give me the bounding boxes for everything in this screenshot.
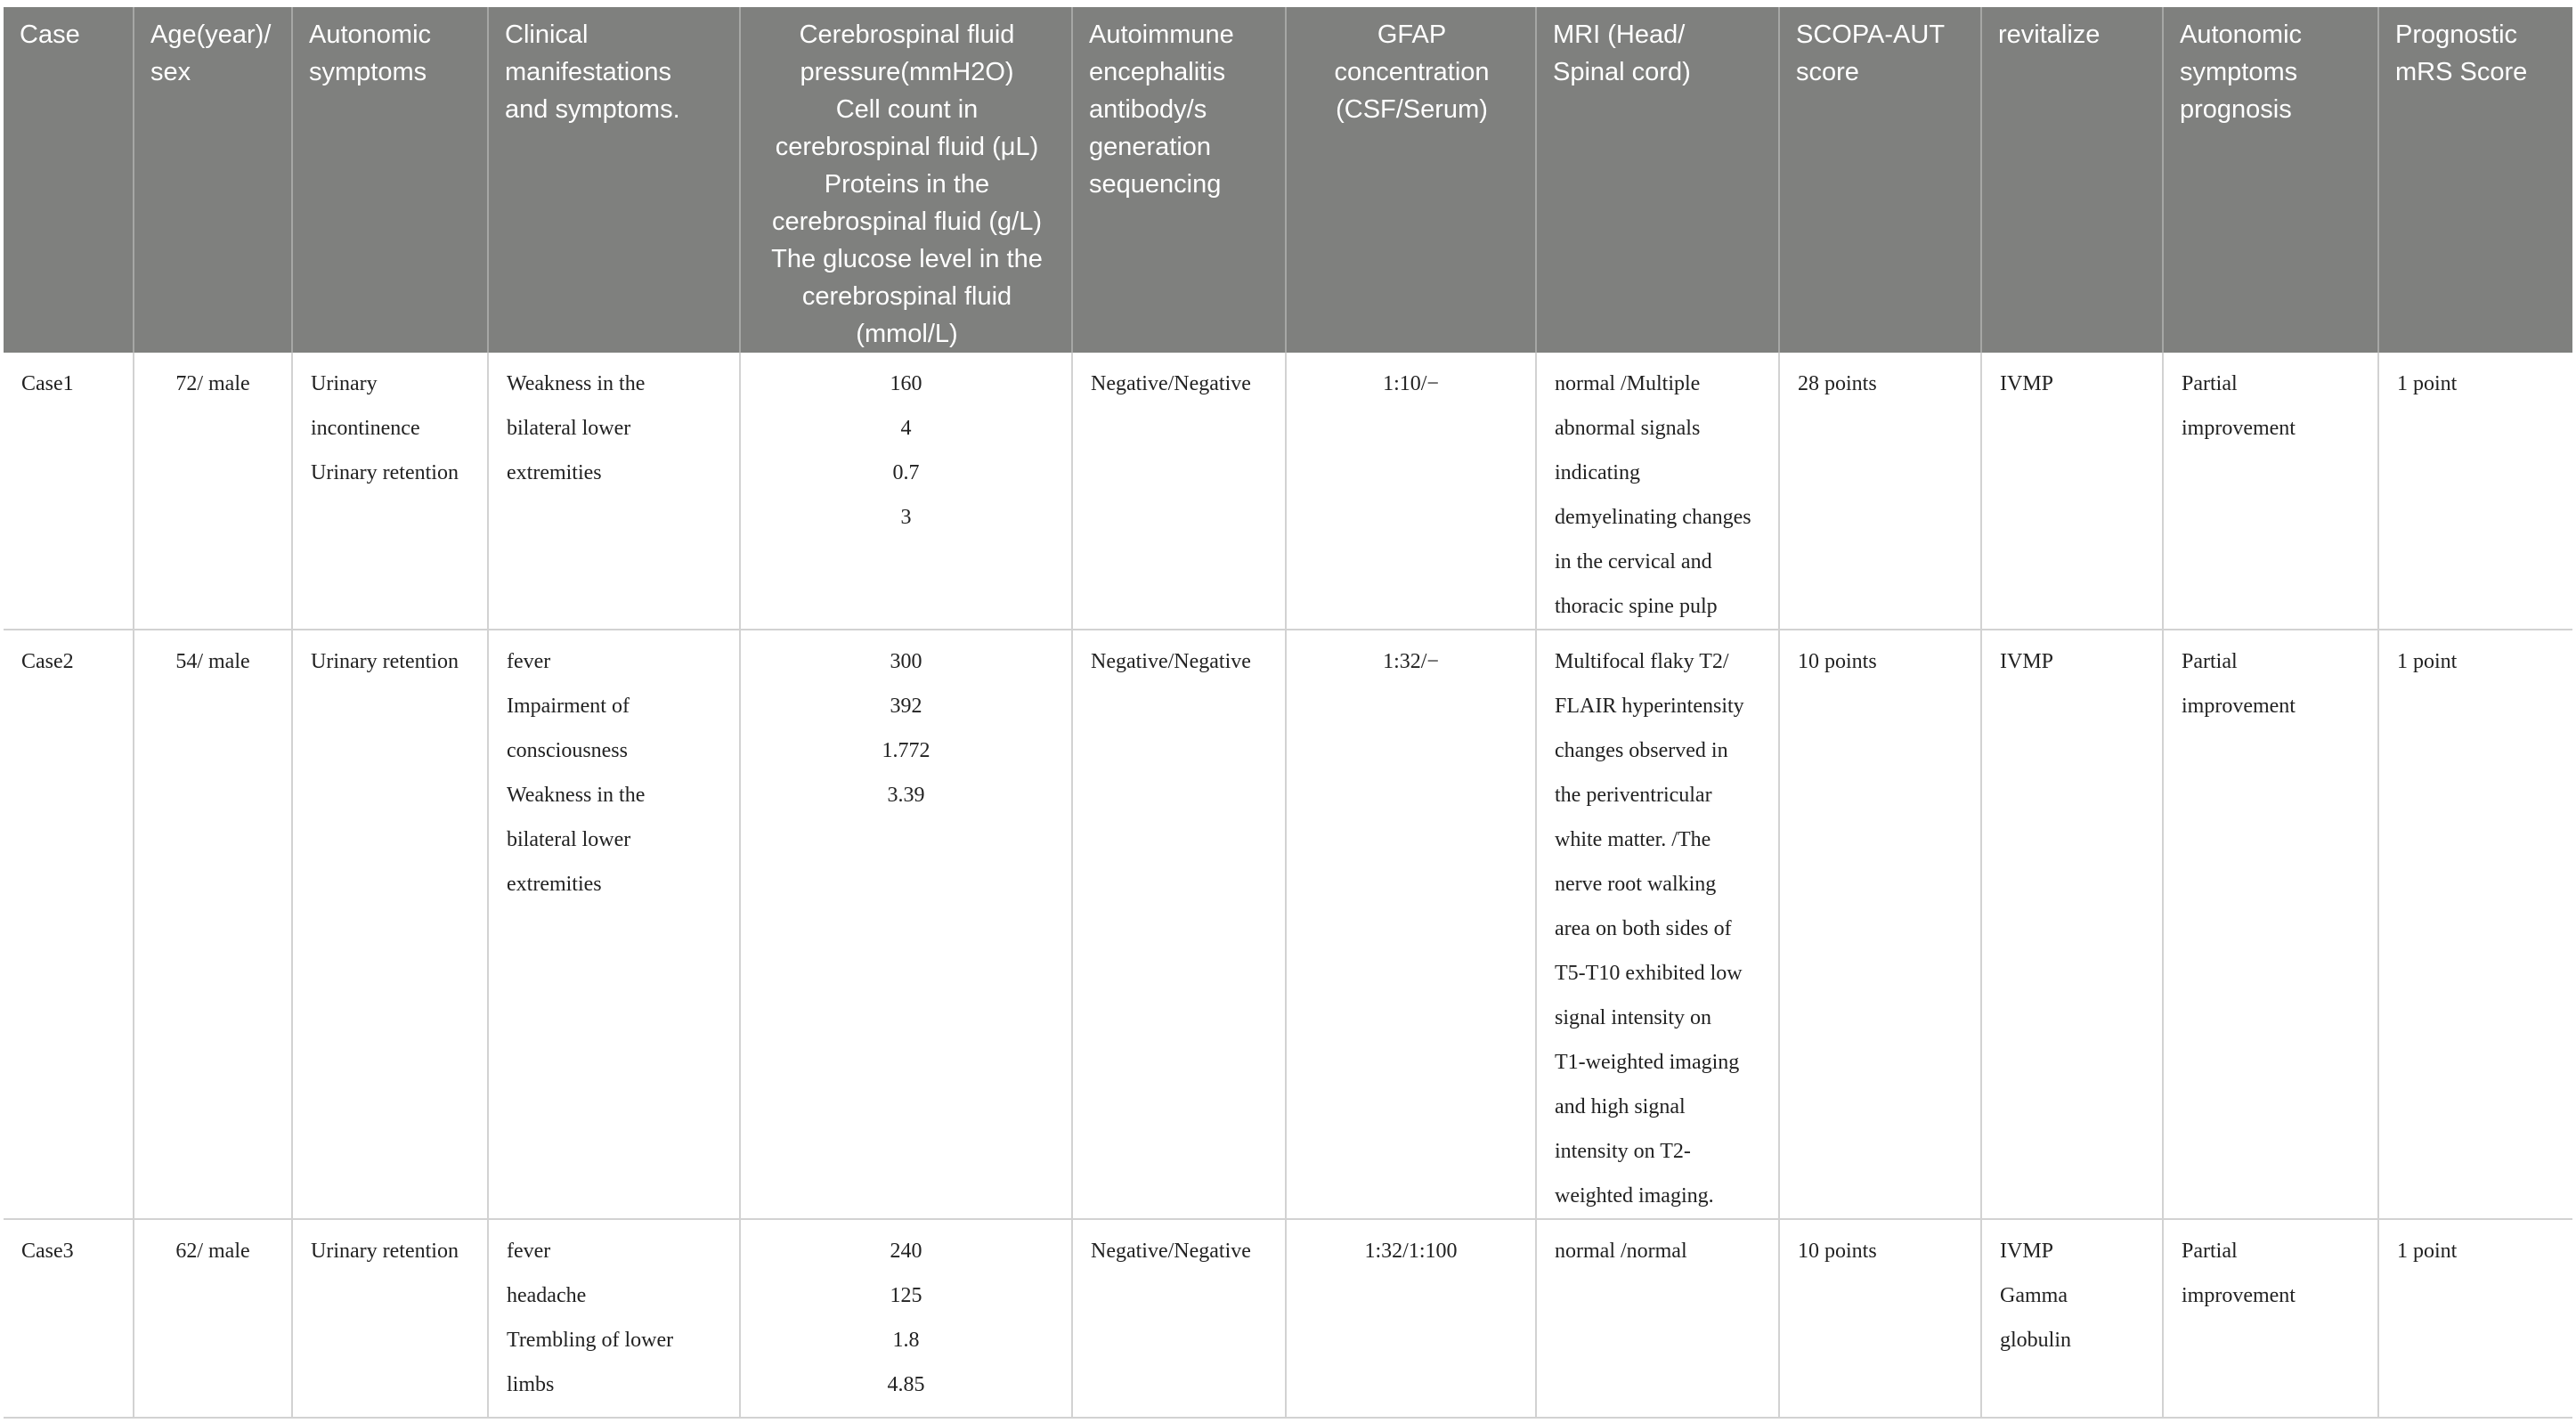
- cell-line: 1.772: [882, 739, 930, 762]
- cell-line: bilateral lower: [507, 828, 631, 851]
- cell-antibody: [1072, 1219, 1286, 1418]
- header-line: cerebrospinal fluid (μL): [775, 133, 1039, 161]
- header-line: Prognostic: [2395, 20, 2518, 49]
- header-line: concentration: [1334, 58, 1490, 86]
- header-line: sex: [150, 58, 191, 86]
- cell-line: Trembling of lower: [507, 1329, 674, 1352]
- header-line: manifestations: [505, 58, 671, 86]
- cell-text: 10 points: [1798, 1240, 1877, 1263]
- cell-text: Case3: [21, 1240, 74, 1263]
- cell-gfap: [1286, 353, 1536, 630]
- header-line: symptoms: [309, 58, 427, 86]
- header-line: MRI (Head/: [1553, 20, 1686, 49]
- header-mrs-score: [2378, 7, 2572, 353]
- header-line: symptoms: [2180, 58, 2298, 86]
- cell-line: Partial: [2182, 372, 2238, 395]
- header-line: (CSF/Serum): [1336, 95, 1488, 124]
- table-row: [4, 630, 2572, 1219]
- cell-line: Impairment of: [507, 695, 630, 718]
- cell-line: white matter. /The: [1555, 828, 1711, 851]
- cell-mri: [1536, 630, 1779, 1219]
- header-line: Cerebrospinal fluid: [799, 20, 1015, 49]
- cell-text: Negative/Negative: [1091, 650, 1251, 673]
- header-line: cerebrospinal fluid: [801, 282, 1012, 311]
- cell-line: 0.7: [892, 461, 920, 484]
- header-line: generation: [1089, 133, 1212, 161]
- header-line: Autoimmune: [1089, 20, 1234, 49]
- cell-line: 4.85: [887, 1373, 925, 1396]
- cell-mrs: [2378, 1219, 2572, 1418]
- cell-revitalize: [1981, 353, 2163, 630]
- header-line: sequencing: [1089, 170, 1222, 199]
- cell-text: 1:10/−: [1383, 372, 1439, 395]
- cell-gfap: [1286, 630, 1536, 1219]
- cell-text: Case2: [21, 650, 74, 673]
- cell-autonomic: [292, 1219, 488, 1418]
- cell-line: area on both sides of: [1555, 917, 1732, 940]
- header-clinical-manifestations: [488, 7, 740, 353]
- table-body: [4, 353, 2572, 1418]
- header-line: Proteins in the: [824, 170, 990, 199]
- cell-csf: [740, 1219, 1072, 1418]
- cell-text: 10 points: [1798, 650, 1877, 673]
- cell-text: Negative/Negative: [1091, 372, 1251, 395]
- cell-line: changes observed in: [1555, 739, 1728, 762]
- cell-text: Case1: [21, 372, 74, 395]
- cell-line: Partial: [2182, 650, 2238, 673]
- cell-line: the periventricular: [1555, 784, 1712, 807]
- cell-autonomic: [292, 353, 488, 630]
- cell-line: Weakness in the: [507, 372, 646, 395]
- header-line: (mmol/L): [856, 320, 958, 348]
- header-line: GFAP: [1377, 20, 1447, 49]
- header-line: pressure(mmH2O): [800, 58, 1014, 86]
- cell-line: signal intensity on: [1555, 1006, 1711, 1029]
- header-line: prognosis: [2180, 95, 2292, 124]
- header-line: The glucose level in the: [771, 245, 1043, 273]
- cell-line: 240: [890, 1240, 922, 1263]
- cell-line: bilateral lower: [507, 417, 631, 440]
- cell-scopa: [1779, 353, 1981, 630]
- cell-line: 160: [890, 372, 922, 395]
- cell-line: 1.8: [892, 1329, 920, 1352]
- cell-line: indicating: [1555, 461, 1640, 484]
- cell-line: Urinary retention: [311, 461, 459, 484]
- header-csf: [740, 7, 1072, 353]
- header-autonomic-symptoms: [292, 7, 488, 353]
- cell-line: T1-weighted imaging: [1555, 1051, 1740, 1074]
- cell-line: IVMP: [2000, 650, 2054, 673]
- cell-line: FLAIR hyperintensity: [1555, 695, 1744, 718]
- cell-csf: [740, 353, 1072, 630]
- header-line: cerebrospinal fluid (g/L): [771, 207, 1043, 236]
- header-line: mRS Score: [2395, 58, 2528, 86]
- header-line: antibody/s: [1089, 95, 1207, 124]
- cell-mrs: [2378, 353, 2572, 630]
- cell-text: 28 points: [1798, 372, 1877, 395]
- header-line: revitalize: [1998, 20, 2101, 49]
- cell-mri: [1536, 353, 1779, 630]
- cell-gfap: [1286, 1219, 1536, 1418]
- cell-line: IVMP: [2000, 1240, 2054, 1263]
- case-table: [4, 7, 2572, 1419]
- cell-prognosis: [2163, 353, 2378, 630]
- cell-age-sex: [134, 630, 292, 1219]
- header-prognosis: [2163, 7, 2378, 353]
- cell-case: [4, 630, 134, 1219]
- cell-line: fever: [507, 1240, 551, 1263]
- header-gfap: [1286, 7, 1536, 353]
- cell-antibody: [1072, 353, 1286, 630]
- cell-line: Partial: [2182, 1240, 2238, 1263]
- cell-line: intensity on T2-: [1555, 1140, 1691, 1163]
- cell-prognosis: [2163, 1219, 2378, 1418]
- cell-line: globulin: [2000, 1329, 2072, 1352]
- header-scopa-aut: [1779, 7, 1981, 353]
- cell-autonomic: [292, 630, 488, 1219]
- cell-text: 72/ male: [175, 372, 250, 395]
- cell-line: improvement: [2182, 1284, 2296, 1307]
- cell-antibody: [1072, 630, 1286, 1219]
- cell-line: 392: [890, 695, 922, 718]
- cell-mri: [1536, 1219, 1779, 1418]
- cell-case: [4, 353, 134, 630]
- cell-line: improvement: [2182, 417, 2296, 440]
- cell-line: improvement: [2182, 695, 2296, 718]
- cell-clinical: [488, 630, 740, 1219]
- cell-line: consciousness: [507, 739, 628, 762]
- header-line: score: [1796, 58, 1859, 86]
- cell-mrs: [2378, 630, 2572, 1219]
- cell-age-sex: [134, 1219, 292, 1418]
- header-line: Autonomic: [309, 20, 432, 49]
- header-line: encephalitis: [1089, 58, 1226, 86]
- header-line: and symptoms.: [505, 95, 680, 124]
- cell-line: normal /Multiple: [1555, 372, 1701, 395]
- header-line: Cell count in: [835, 95, 979, 124]
- cell-line: IVMP: [2000, 372, 2054, 395]
- cell-line: 125: [890, 1284, 922, 1307]
- header-line: SCOPA-AUT: [1796, 20, 1946, 49]
- cell-line: nerve root walking: [1555, 873, 1717, 896]
- cell-case: [4, 1219, 134, 1418]
- cell-line: demyelinating changes: [1555, 506, 1751, 529]
- cell-text: 1 point: [2397, 1240, 2458, 1263]
- cell-line: incontinence: [311, 417, 420, 440]
- cell-line: Urinary: [311, 372, 378, 395]
- header-line: Case: [20, 20, 80, 49]
- cell-text: 62/ male: [175, 1240, 250, 1263]
- cell-scopa: [1779, 630, 1981, 1219]
- cell-text: 1:32/1:100: [1364, 1240, 1458, 1263]
- cell-line: weighted imaging.: [1555, 1184, 1714, 1208]
- cell-clinical: [488, 353, 740, 630]
- cell-line: and high signal: [1555, 1095, 1686, 1118]
- table-row: [4, 1219, 2572, 1418]
- cell-line: T5-T10 exhibited low: [1555, 962, 1743, 985]
- header-line: Autonomic: [2180, 20, 2303, 49]
- cell-revitalize: [1981, 630, 2163, 1219]
- cell-text: 1 point: [2397, 372, 2458, 395]
- cell-scopa: [1779, 1219, 1981, 1418]
- header-antibody: [1072, 7, 1286, 353]
- cell-line: 4: [900, 417, 912, 440]
- cell-line: extremities: [507, 461, 602, 484]
- cell-text: 1 point: [2397, 650, 2458, 673]
- cell-age-sex: [134, 353, 292, 630]
- header-line: Clinical: [505, 20, 589, 49]
- header-case: [4, 7, 134, 353]
- cell-prognosis: [2163, 630, 2378, 1219]
- cell-csf: [740, 630, 1072, 1219]
- header-mri: [1536, 7, 1779, 353]
- cell-line: 3: [900, 506, 912, 529]
- cell-line: extremities: [507, 873, 602, 896]
- header-line: Age(year)/: [150, 20, 272, 49]
- cell-line: in the cervical and: [1555, 550, 1712, 573]
- cell-line: Urinary retention: [311, 650, 459, 673]
- cell-line: 300: [890, 650, 922, 673]
- cell-line: thoracic spine pulp: [1555, 595, 1718, 618]
- cell-clinical: [488, 1219, 740, 1418]
- header-age-sex: [134, 7, 292, 353]
- cell-line: normal /normal: [1555, 1240, 1687, 1263]
- cell-text: 1:32/−: [1383, 650, 1439, 673]
- cell-line: headache: [507, 1284, 587, 1307]
- table-row: [4, 353, 2572, 630]
- cell-line: fever: [507, 650, 551, 673]
- header-revitalize: [1981, 7, 2163, 353]
- cell-line: Urinary retention: [311, 1240, 459, 1263]
- header-row: [4, 7, 2572, 353]
- header-line: Spinal cord): [1553, 58, 1691, 86]
- cell-line: 3.39: [887, 784, 925, 807]
- cell-line: limbs: [507, 1373, 555, 1396]
- cell-revitalize: [1981, 1219, 2163, 1418]
- cell-text: 54/ male: [175, 650, 250, 673]
- cell-line: Multifocal flaky T2/: [1555, 650, 1729, 673]
- cell-text: Negative/Negative: [1091, 1240, 1251, 1263]
- table-header: [4, 7, 2572, 353]
- cell-line: Gamma: [2000, 1284, 2068, 1307]
- cell-line: Weakness in the: [507, 784, 646, 807]
- cell-line: abnormal signals: [1555, 417, 1701, 440]
